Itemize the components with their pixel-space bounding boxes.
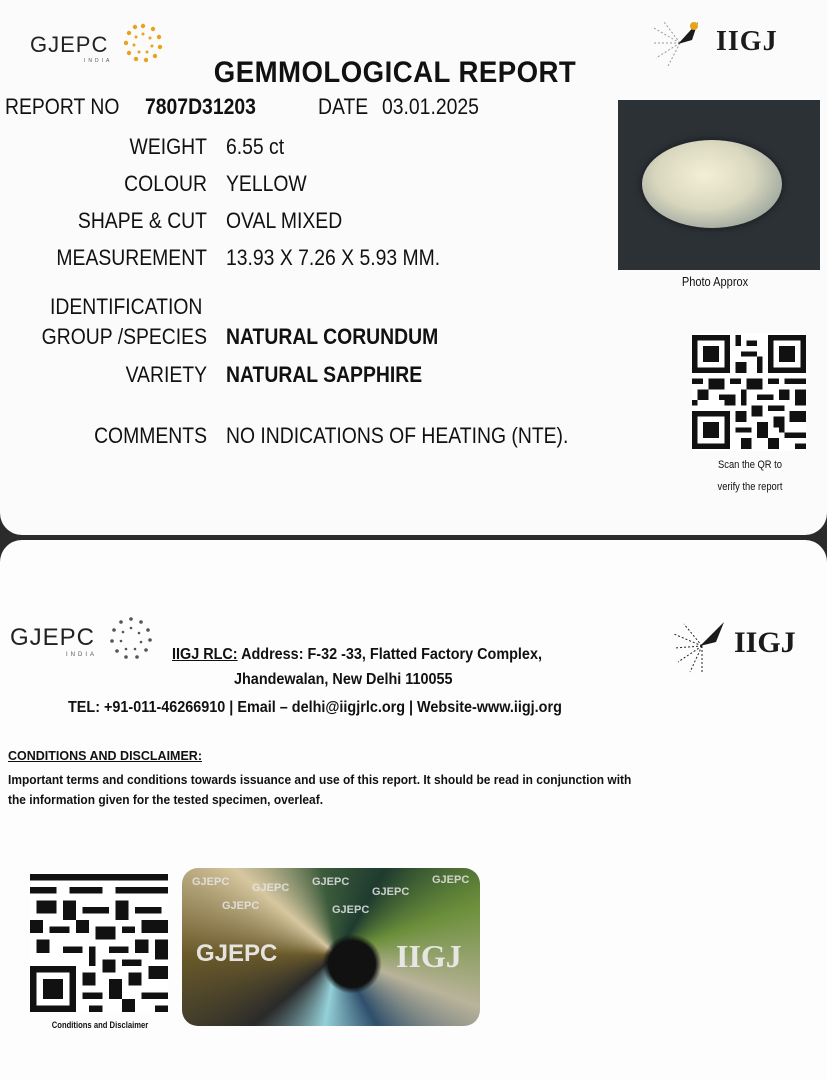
measurement-label: MEASUREMENT [56, 245, 207, 270]
disclaimer-text: Important terms and conditions towards issuance and use of this report. It should be read in conjunction with the information given for the tested specimen, overleaf. [8, 772, 632, 807]
disclaimer-qr-code[interactable] [30, 874, 168, 1012]
shape-cut-label: SHAPE & CUT [77, 208, 207, 233]
qr-caption-line-2: verify the report [717, 481, 783, 493]
report-title: GEMMOLOGICAL REPORT [213, 56, 577, 89]
identification-label: IDENTIFICATION [50, 294, 203, 319]
address-text-1: Address: F-32 -33, Flatted Factory Complex, [241, 646, 542, 663]
back-iigj-logo: IIGJ [672, 616, 822, 676]
report-back-card [0, 540, 827, 1080]
disclaimer-qr-caption: Conditions and Disclaimer [51, 1020, 149, 1030]
colour-value: YELLOW [226, 171, 307, 196]
verification-qr-code[interactable] [692, 333, 806, 451]
gem-photo [618, 100, 820, 270]
hologram-gjepc-mark: GJEPC [196, 940, 278, 967]
date-label: DATE [318, 94, 369, 119]
comments-label: COMMENTS [94, 423, 207, 448]
hologram-iigj-mark: IIGJ [396, 938, 462, 974]
colour-label: COLOUR [124, 171, 207, 196]
hologram-center-disc [322, 934, 382, 994]
iigj-logo: IIGJ [650, 18, 800, 68]
variety-label: VARIETY [125, 362, 207, 387]
report-no-label: REPORT NO [5, 94, 120, 119]
group-species-label: GROUP /SPECIES [41, 324, 207, 349]
security-hologram: GJEPC GJEPC GJEPC GJEPC GJEPC GJEPC GJEPC GJEPC IIGJ [182, 868, 480, 1026]
report-front-card [0, 0, 827, 535]
weight-value: 6.55 ct [226, 134, 285, 159]
variety-value: NATURAL SAPPHIRE [226, 362, 423, 387]
contact-line: TEL: +91-011-46266910 | Email – delhi@iigjrlc.org | Website-www.iigj.org [68, 699, 562, 716]
back-iigj-burst-icon [672, 616, 730, 676]
measurement-value: 13.93 X 7.26 X 5.93 MM. [226, 245, 441, 270]
address-line-1 [172, 646, 542, 664]
address-label: IIGJ RLC: [172, 646, 238, 663]
shape-cut-value: OVAL MIXED [226, 208, 343, 233]
comments-value: NO INDICATIONS OF HEATING (NTE). [226, 423, 569, 448]
disclaimer-heading: CONDITIONS AND DISCLAIMER: [8, 749, 202, 763]
report-no-value: 7807D31203 [145, 94, 256, 119]
gem-image [642, 140, 782, 228]
back-gjepc-logo: GJEPC INDIA [10, 624, 95, 652]
qr-caption-line-1: Scan the QR to [718, 459, 782, 471]
photo-caption: Photo Approx [681, 274, 749, 289]
gjepc-logo: GJEPC INDIA [30, 32, 108, 58]
weight-label: WEIGHT [129, 134, 207, 159]
group-species-value: NATURAL CORUNDUM [226, 324, 439, 349]
back-gjepc-sunburst-icon [108, 614, 154, 664]
address-line-2: Jhandewalan, New Delhi 110055 [234, 671, 453, 688]
date-value: 03.01.2025 [382, 94, 479, 119]
